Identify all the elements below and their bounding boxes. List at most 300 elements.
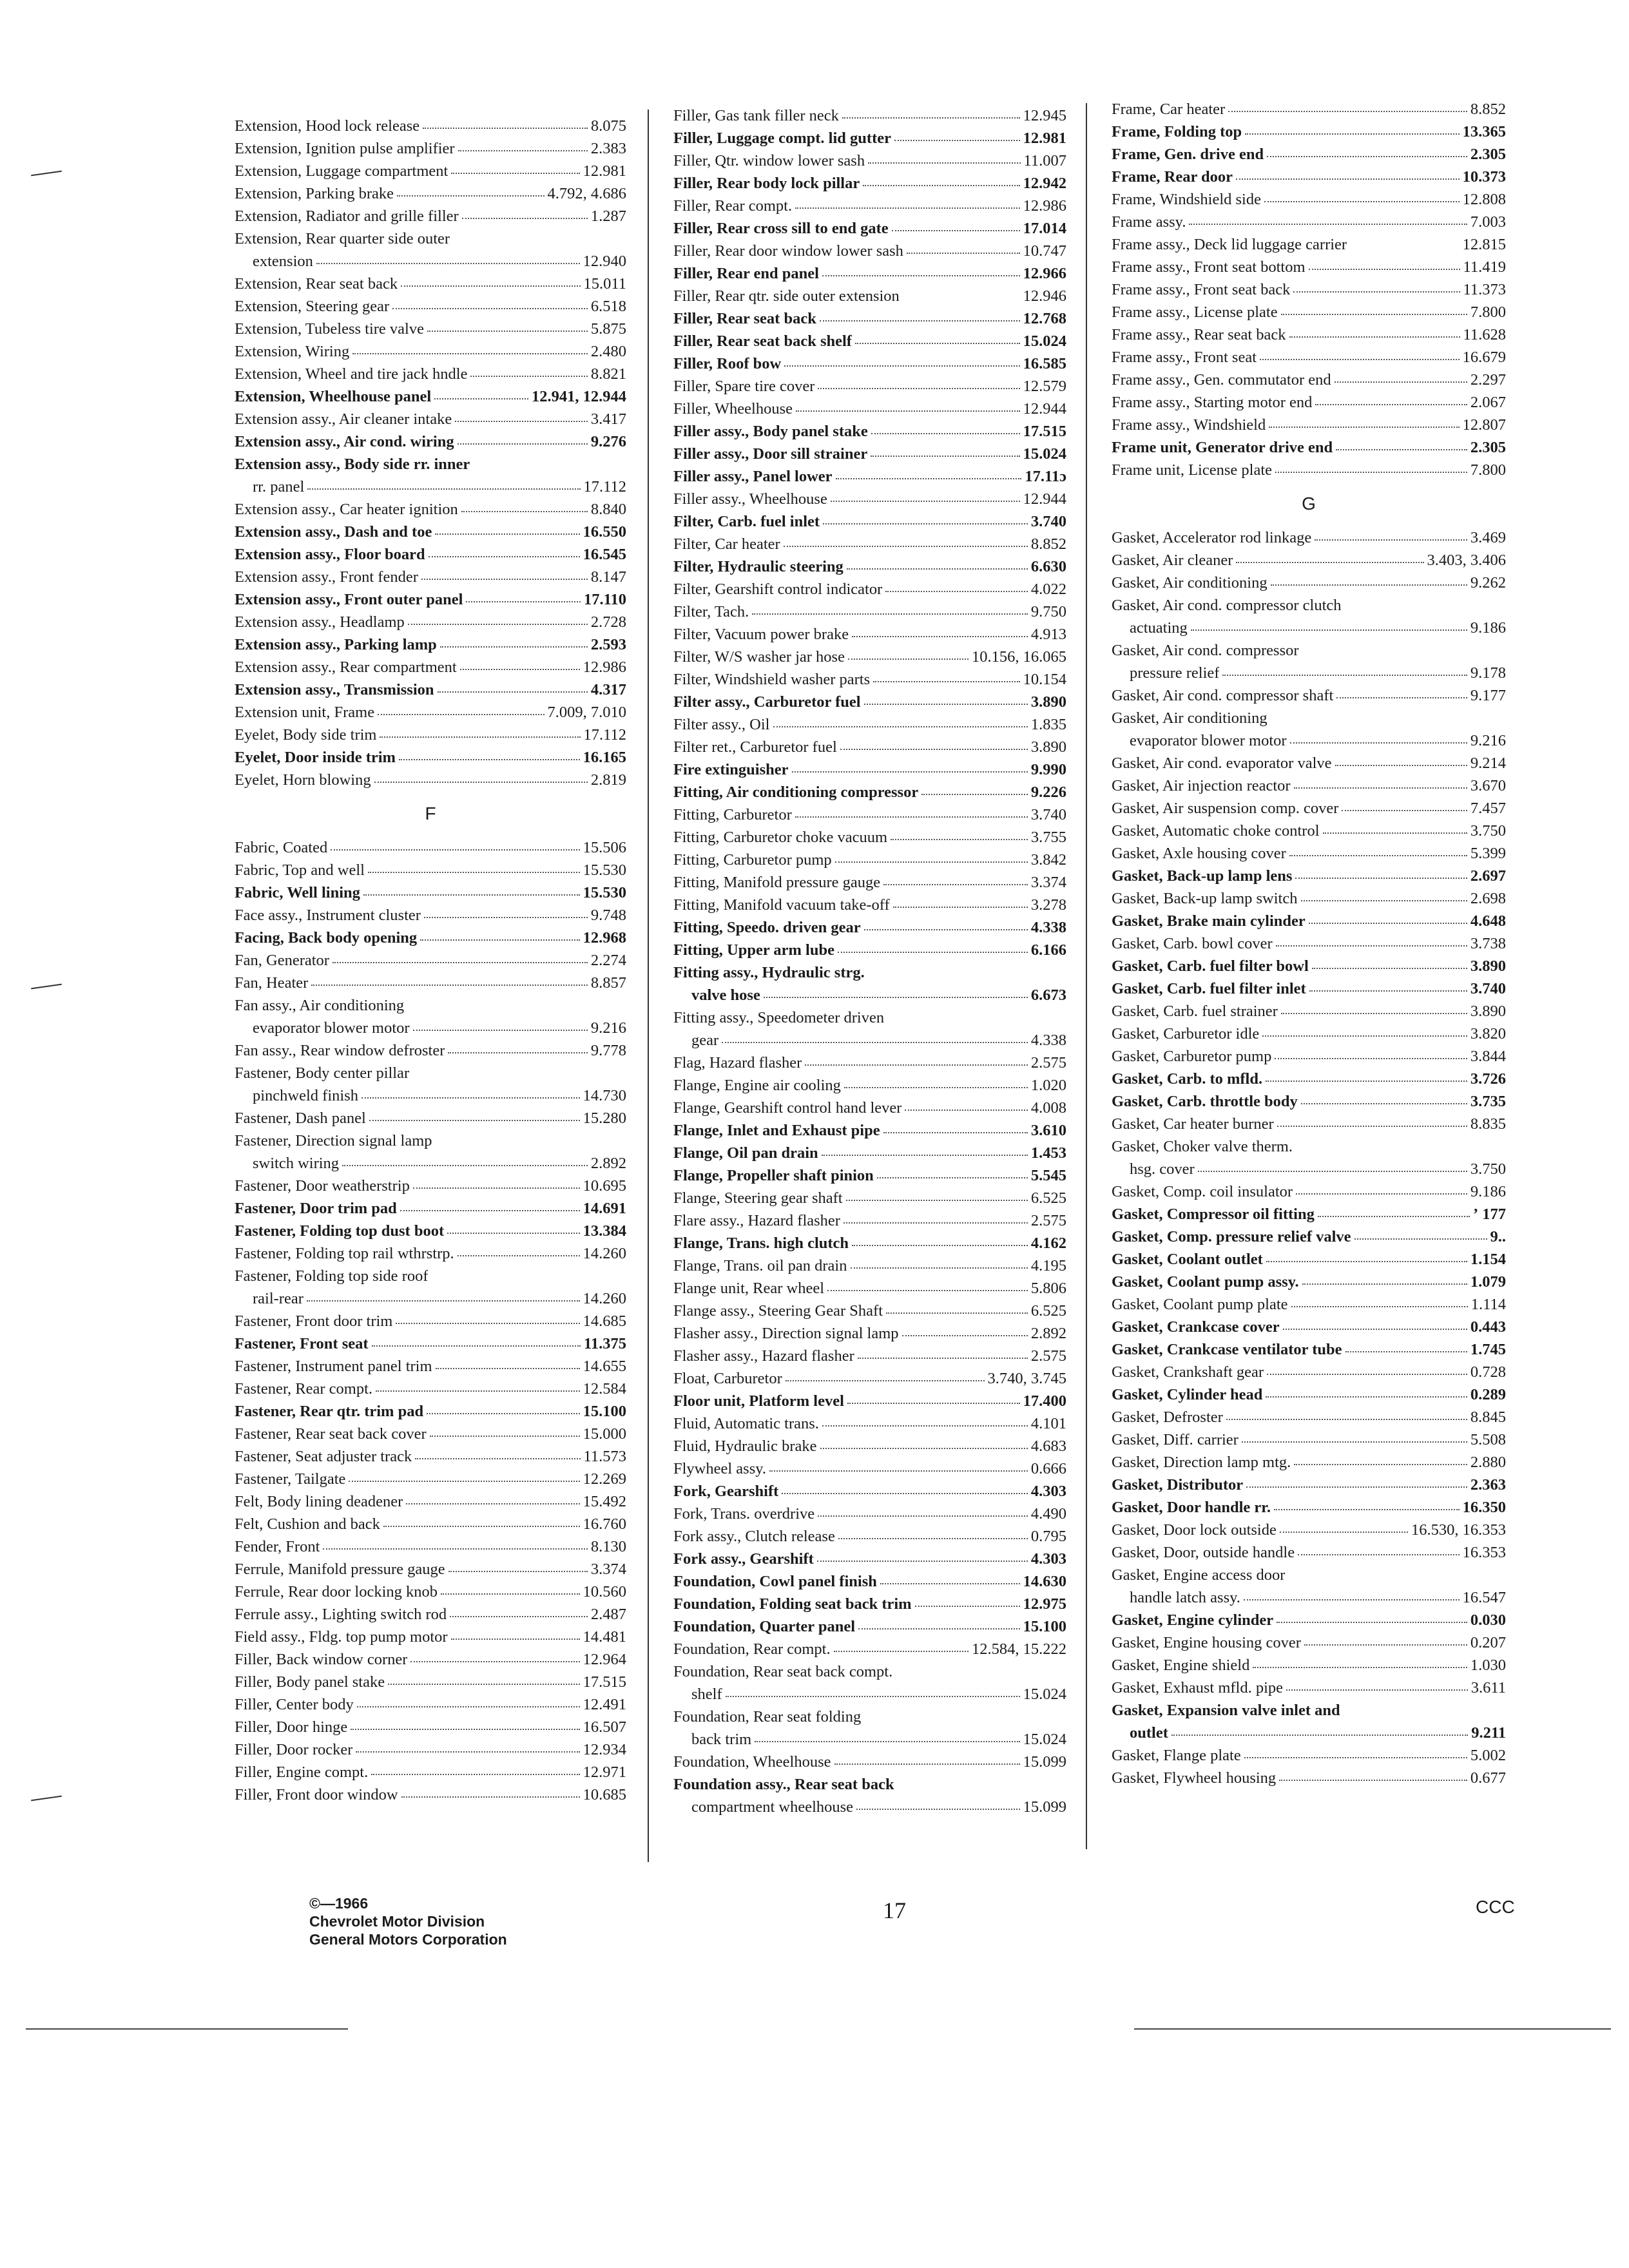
leader-dots (1266, 1076, 1467, 1082)
entry-reference: 12.815 (1462, 236, 1506, 253)
index-entry (673, 578, 1066, 601)
leader-dots (893, 902, 1028, 908)
entry-name: Gasket, Crankcase cover (1112, 1318, 1280, 1336)
entry-reference: 4.303 (1030, 1550, 1066, 1568)
entry-reference: 15.024 (1023, 1686, 1066, 1703)
leader-dots (323, 1544, 587, 1550)
entry-reference: 3.740, 3.745 (987, 1370, 1066, 1387)
index-entry (235, 521, 626, 543)
index-entry (673, 307, 1066, 330)
entry-reference: 14.691 (583, 1200, 626, 1217)
index-entry-continuation (235, 1017, 626, 1039)
leader-dots (1276, 941, 1467, 947)
index-entry (1112, 414, 1506, 436)
leader-dots (374, 777, 588, 783)
entry-reference: 12.986 (1023, 197, 1066, 215)
entry-name: Gasket, Car heater burner (1112, 1115, 1274, 1133)
index-entry (1112, 1744, 1506, 1767)
entry-reference: 12.966 (1023, 265, 1066, 282)
leader-dots (399, 754, 580, 760)
leader-dots (1280, 1527, 1408, 1533)
index-entry (235, 1242, 626, 1265)
leader-dots (880, 1579, 1020, 1584)
entry-name: Frame, Gen. drive end (1112, 146, 1264, 163)
leader-dots (415, 1454, 580, 1459)
entry-name: Facing, Back body opening (235, 929, 418, 947)
entry-name: Flange, Trans. high clutch (673, 1235, 849, 1252)
entry-reference: 4.317 (590, 681, 626, 698)
leader-dots (1290, 738, 1467, 744)
leader-dots (376, 1386, 580, 1392)
entry-name: Extension, Steering gear (235, 298, 390, 315)
entry-name: Extension assy., Dash and toe (235, 523, 432, 541)
index-entry (1112, 436, 1506, 459)
entry-name: Ferrule assy., Lighting switch rod (235, 1606, 447, 1623)
entry-name: Gasket, Carb. fuel strainer (1112, 1003, 1278, 1020)
entry-name: Gasket, Air conditioning (1112, 709, 1268, 727)
entry-name: Frame unit, License plate (1112, 461, 1272, 479)
index-entry (235, 881, 626, 904)
entry-name: Gasket, Comp. coil insulator (1112, 1183, 1293, 1200)
index-entry (1112, 865, 1506, 887)
leader-dots (891, 834, 1028, 840)
entry-reference: 2.698 (1470, 890, 1506, 907)
leader-dots (401, 1792, 580, 1798)
index-entry (235, 160, 626, 182)
leader-dots (1275, 1053, 1467, 1059)
entry-reference: 0.677 (1470, 1769, 1506, 1787)
entry-name: Filter, Car heater (673, 535, 780, 553)
index-entry (1112, 910, 1506, 932)
entry-name: Fastener, Folding top dust boot (235, 1222, 445, 1240)
entry-reference: 12.945 (1023, 107, 1066, 124)
entry-reference: 15.506 (583, 839, 626, 856)
index-entry (1112, 1316, 1506, 1338)
entry-name: Filter, Hydraulic steering (673, 558, 843, 575)
index-entry (235, 1535, 626, 1558)
entry-reference: 2.487 (590, 1606, 626, 1623)
entry-name: Extension, Rear quarter side outer (235, 230, 450, 247)
leader-dots (427, 1408, 580, 1414)
entry-name: evaporator blower motor (253, 1019, 410, 1037)
entry-name: Fitting, Air conditioning compressor (673, 783, 919, 801)
index-entry (235, 1581, 626, 1603)
leader-dots (817, 1556, 1028, 1562)
entry-name: Fastener, Door trim pad (235, 1200, 397, 1217)
entry-reference: 1.030 (1470, 1657, 1506, 1674)
index-entry (1112, 820, 1506, 842)
entry-name: Float, Carburetor (673, 1370, 782, 1387)
entry-reference: 3.890 (1470, 1003, 1506, 1020)
entry-reference: 12.975 (1023, 1595, 1066, 1613)
leader-dots (458, 146, 588, 151)
index-entry (1112, 797, 1506, 820)
leader-dots (726, 1691, 1020, 1697)
entry-reference: 1.020 (1030, 1077, 1066, 1094)
index-entry-continuation (1112, 1586, 1506, 1609)
leader-dots (436, 1363, 580, 1369)
entry-reference: 8.857 (590, 974, 626, 992)
leader-dots (1253, 1662, 1467, 1668)
leader-dots (406, 1499, 579, 1504)
section-letter: G (1302, 494, 1316, 514)
entry-name: Fluid, Hydraulic brake (673, 1437, 817, 1455)
index-entry (235, 385, 626, 408)
leader-dots (840, 744, 1028, 750)
entry-name: Filler assy., Body panel stake (673, 423, 868, 440)
index-entry (235, 1220, 626, 1242)
leader-dots (413, 1183, 580, 1189)
entry-name: Eyelet, Horn blowing (235, 771, 371, 789)
leader-dots (380, 732, 580, 738)
entry-name: Fastener, Folding top rail wthrstrp. (235, 1245, 454, 1262)
index-entry (1112, 1609, 1506, 1631)
entry-reference: 3.890 (1030, 738, 1066, 756)
leader-dots (1242, 1437, 1467, 1443)
entry-name: Foundation, Rear compt. (673, 1640, 831, 1658)
entry-name: Flare assy., Hazard flasher (673, 1212, 840, 1229)
index-entry (1112, 391, 1506, 414)
entry-name: Fitting assy., Hydraulic strg. (673, 964, 865, 981)
leader-dots (413, 1025, 588, 1031)
entry-name: Filter, Gearshift control indicator (673, 581, 883, 598)
entry-reference: 15.492 (583, 1493, 626, 1510)
entry-reference: 3.374 (1030, 874, 1066, 891)
index-entry (673, 104, 1066, 127)
leader-dots (408, 619, 588, 625)
leader-dots (907, 248, 1020, 254)
entry-name: Filler, Door rocker (235, 1741, 353, 1758)
entry-name: Gasket, Direction lamp mtg. (1112, 1454, 1291, 1471)
entry-reference: 3.417 (590, 410, 626, 428)
index-entry (235, 498, 626, 521)
leader-dots (823, 519, 1028, 524)
entry-reference: 10.560 (583, 1583, 626, 1600)
index-entry (673, 758, 1066, 781)
entry-name: Gasket, Back-up lamp lens (1112, 867, 1293, 885)
entry-name: Extension unit, Frame (235, 704, 375, 721)
leader-dots (1267, 151, 1467, 157)
entry-reference: 3.611 (1470, 1679, 1506, 1696)
entry-name: handle latch assy. (1130, 1589, 1240, 1606)
entry-name: Fastener, Rear compt. (235, 1380, 373, 1398)
leader-dots (1281, 1008, 1467, 1014)
copyright-line: ©—1966 (309, 1895, 369, 1912)
entry-reference: 6.525 (1030, 1189, 1066, 1207)
index-entry (235, 1693, 626, 1716)
index-entry (673, 1751, 1066, 1773)
entry-name: Fastener, Folding top side roof (235, 1267, 429, 1285)
leader-dots (903, 294, 1020, 298)
leader-dots (877, 1173, 1028, 1178)
leader-dots (873, 677, 1019, 682)
entry-reference: 6.525 (1030, 1302, 1066, 1320)
leader-dots (383, 1521, 580, 1527)
entry-reference: 3.750 (1470, 822, 1506, 840)
leader-dots (773, 722, 1028, 727)
leader-dots (1336, 693, 1467, 698)
entry-name: Gasket, Accelerator rod linkage (1112, 529, 1312, 546)
index-entry (1112, 1023, 1506, 1045)
entry-name: Filler, Back window corner (235, 1651, 408, 1668)
leader-dots (842, 113, 1020, 119)
entry-reference: 11.628 (1463, 326, 1506, 343)
entry-name: Gasket, Carb. fuel filter bowl (1112, 957, 1309, 975)
leader-dots (1293, 287, 1460, 293)
index-entry (673, 149, 1066, 172)
leader-dots (858, 1353, 1028, 1359)
index-column-1 (235, 115, 626, 1806)
leader-dots (905, 1105, 1027, 1111)
index-entry (673, 465, 1066, 488)
index-entry (1112, 233, 1506, 256)
entry-reference: 12.968 (583, 929, 626, 947)
leader-dots (847, 1398, 1020, 1404)
leader-dots (357, 1702, 580, 1707)
leader-dots (856, 1804, 1020, 1810)
leader-dots (1315, 535, 1467, 541)
index-entry (235, 295, 626, 318)
entry-reference: 8.821 (590, 365, 626, 383)
leader-dots (1289, 332, 1460, 338)
entry-name: Frame, Folding top (1112, 123, 1242, 140)
index-entry (673, 1142, 1066, 1164)
entry-name: Fastener, Rear seat back cover (235, 1425, 427, 1443)
entry-reference: 14.730 (583, 1087, 626, 1104)
index-entry (673, 1345, 1066, 1367)
entry-name: Gasket, Air cond. compressor clutch (1112, 597, 1342, 614)
index-entry (1112, 1767, 1506, 1789)
index-entry (1112, 684, 1506, 707)
entry-reference: 2.305 (1470, 439, 1506, 456)
leader-dots (448, 1048, 588, 1053)
entry-name: Filler, Center body (235, 1696, 354, 1713)
index-entry (235, 1175, 626, 1197)
entry-name: Gasket, Carburetor idle (1112, 1025, 1260, 1043)
entry-name: Floor unit, Platform level (673, 1392, 844, 1410)
entry-name: Flange, Trans. oil pan drain (673, 1257, 847, 1274)
index-entry (673, 691, 1066, 713)
entry-reference: 4.490 (1030, 1505, 1066, 1523)
index-entry (673, 1367, 1066, 1390)
entry-name: Gasket, Distributor (1112, 1476, 1244, 1494)
leader-dots (448, 1566, 588, 1572)
leader-dots (462, 213, 588, 219)
index-entry (673, 262, 1066, 285)
index-entry (1112, 98, 1506, 120)
entry-name: Gasket, Coolant outlet (1112, 1251, 1263, 1268)
leader-dots (1309, 986, 1467, 992)
entry-reference: 15.024 (1023, 1731, 1066, 1748)
index-entry (1112, 549, 1506, 572)
entry-name: Flag, Hazard flasher (673, 1054, 802, 1072)
leader-dots (822, 271, 1020, 276)
index-entry (235, 1310, 626, 1332)
entry-reference: 5.545 (1030, 1167, 1066, 1184)
index-entry (1112, 323, 1506, 346)
entry-name: Extension, Luggage compartment (235, 162, 448, 180)
index-entry (1112, 1180, 1506, 1203)
leader-dots (424, 912, 588, 918)
leader-dots (838, 947, 1028, 953)
leader-dots (843, 1218, 1028, 1224)
entry-reference: 3.374 (590, 1561, 626, 1578)
index-entry (673, 1390, 1066, 1412)
leader-dots (356, 1747, 579, 1753)
leader-dots (392, 303, 588, 309)
leader-dots (1298, 1550, 1460, 1555)
index-entry (673, 1209, 1066, 1232)
leader-dots (852, 631, 1028, 637)
entry-name: Fitting, Speedo. driven gear (673, 919, 861, 936)
entry-reference: 3.469 (1470, 529, 1506, 546)
leader-dots (1277, 1121, 1467, 1127)
entry-name: Extension, Rear seat back (235, 275, 398, 293)
leader-dots (1226, 1414, 1467, 1420)
leader-dots (831, 496, 1020, 502)
index-entry (1112, 1338, 1506, 1361)
leader-dots (311, 980, 588, 986)
leader-dots (1342, 805, 1467, 811)
entry-reference: 13.365 (1462, 123, 1506, 140)
entry-reference: 17.400 (1023, 1392, 1066, 1410)
entry-reference: 0.443 (1470, 1318, 1506, 1336)
index-entry (235, 1355, 626, 1378)
index-entry (673, 1615, 1066, 1638)
entry-reference: 11.007 (1023, 152, 1066, 169)
index-entry (1112, 1406, 1506, 1428)
index-entry (235, 1197, 626, 1220)
leader-dots (818, 1511, 1028, 1517)
entry-reference: 15.024 (1023, 332, 1066, 350)
entry-name: Fan, Heater (235, 974, 309, 992)
index-entry (235, 1062, 626, 1084)
index-entry (235, 633, 626, 656)
leader-dots (1350, 242, 1460, 247)
entry-name: Ferrule, Manifold pressure gauge (235, 1561, 445, 1578)
leader-dots (1294, 783, 1467, 789)
index-entry (235, 1490, 626, 1513)
entry-reference: 16.350 (1462, 1499, 1506, 1516)
entry-reference: 12.934 (583, 1741, 626, 1758)
entry-reference: 14.685 (583, 1312, 626, 1330)
entry-reference: 3.890 (1030, 693, 1066, 711)
entry-name: Frame unit, Generator drive end (1112, 439, 1333, 456)
index-entry (673, 668, 1066, 691)
entry-reference: 12.986 (583, 658, 626, 676)
entry-reference: 2.593 (590, 636, 626, 653)
leader-dots (1275, 467, 1467, 473)
entry-reference: 2.819 (590, 771, 626, 789)
leader-dots (1345, 1347, 1467, 1352)
entry-name: Flange, Engine air cooling (673, 1077, 841, 1094)
index-entry (673, 398, 1066, 420)
leader-dots (1315, 399, 1467, 405)
entry-reference: 16.353 (1462, 1544, 1506, 1561)
index-entry (673, 1593, 1066, 1615)
leader-dots (1312, 963, 1467, 969)
entry-reference: 4.022 (1030, 581, 1066, 598)
entry-reference: 9.748 (590, 907, 626, 924)
entry-reference: 8.835 (1470, 1115, 1506, 1133)
index-entry (1112, 977, 1506, 1000)
leader-dots (902, 1331, 1028, 1336)
index-entry (673, 1548, 1066, 1570)
entry-name: hsg. cover (1130, 1160, 1195, 1178)
index-entry (673, 601, 1066, 623)
index-entry (673, 871, 1066, 894)
index-entry (1112, 639, 1506, 662)
leader-dots (1277, 1617, 1467, 1623)
leader-dots (834, 1759, 1020, 1765)
entry-name: Filter assy., Oil (673, 716, 770, 733)
leader-dots (420, 935, 579, 941)
entry-reference: 7.009, 7.010 (547, 704, 626, 721)
entry-reference: 6.518 (590, 298, 626, 315)
entry-reference: 15.100 (583, 1403, 626, 1420)
leader-dots (1309, 264, 1460, 270)
index-entry (235, 1603, 626, 1626)
entry-name: compartment wheelhouse (691, 1798, 854, 1816)
index-entry (673, 488, 1066, 510)
entry-reference: 5.875 (590, 320, 626, 338)
leader-dots (858, 1624, 1020, 1629)
index-entry-continuation (235, 1287, 626, 1310)
page-number: 17 (883, 1898, 906, 1923)
index-entry (1112, 1271, 1506, 1293)
index-entry (1112, 1293, 1506, 1316)
entry-name: Foundation assy., Rear seat back (673, 1776, 894, 1793)
leader-dots (397, 191, 545, 197)
index-entry (673, 240, 1066, 262)
index-entry (235, 227, 626, 250)
entry-name: Filler, Rear door window lower sash (673, 242, 903, 260)
entry-name: Extension assy., Headlamp (235, 613, 405, 631)
leader-dots (352, 349, 588, 354)
index-entry (235, 1332, 626, 1355)
leader-dots (838, 1533, 1028, 1539)
leader-dots (786, 1376, 985, 1381)
entry-name: Gasket, Air cond. compressor shaft (1112, 687, 1334, 704)
leader-dots (864, 699, 1028, 705)
index-entry-continuation (1112, 662, 1506, 684)
index-entry-continuation (1112, 1158, 1506, 1180)
leader-dots (372, 1341, 581, 1347)
leader-dots (1289, 850, 1467, 856)
entry-name: Frame assy., Starting motor end (1112, 394, 1313, 411)
entry-name: Extension assy., Air cond. wiring (235, 433, 454, 450)
index-entry (235, 1445, 626, 1468)
entry-reference: 14.260 (583, 1245, 626, 1262)
leader-dots (1244, 1753, 1467, 1758)
entry-reference: 8.130 (590, 1538, 626, 1555)
leader-dots (1264, 197, 1460, 202)
entry-reference: 17.515 (1023, 423, 1066, 440)
index-entry (673, 894, 1066, 916)
leader-dots (1279, 1775, 1467, 1781)
index-entry (673, 1164, 1066, 1187)
entry-name: Filter assy., Carburetor fuel (673, 693, 861, 711)
leader-dots (400, 1206, 580, 1211)
leader-dots (447, 1228, 579, 1234)
index-entry (1112, 143, 1506, 166)
entry-name: Gasket, Choker valve therm. (1112, 1138, 1293, 1155)
entry-name: Flywheel assy. (673, 1460, 767, 1477)
bottom-rule (26, 2028, 348, 2030)
leader-dots (722, 1037, 1028, 1043)
index-entry (235, 408, 626, 430)
leader-dots (848, 654, 969, 660)
